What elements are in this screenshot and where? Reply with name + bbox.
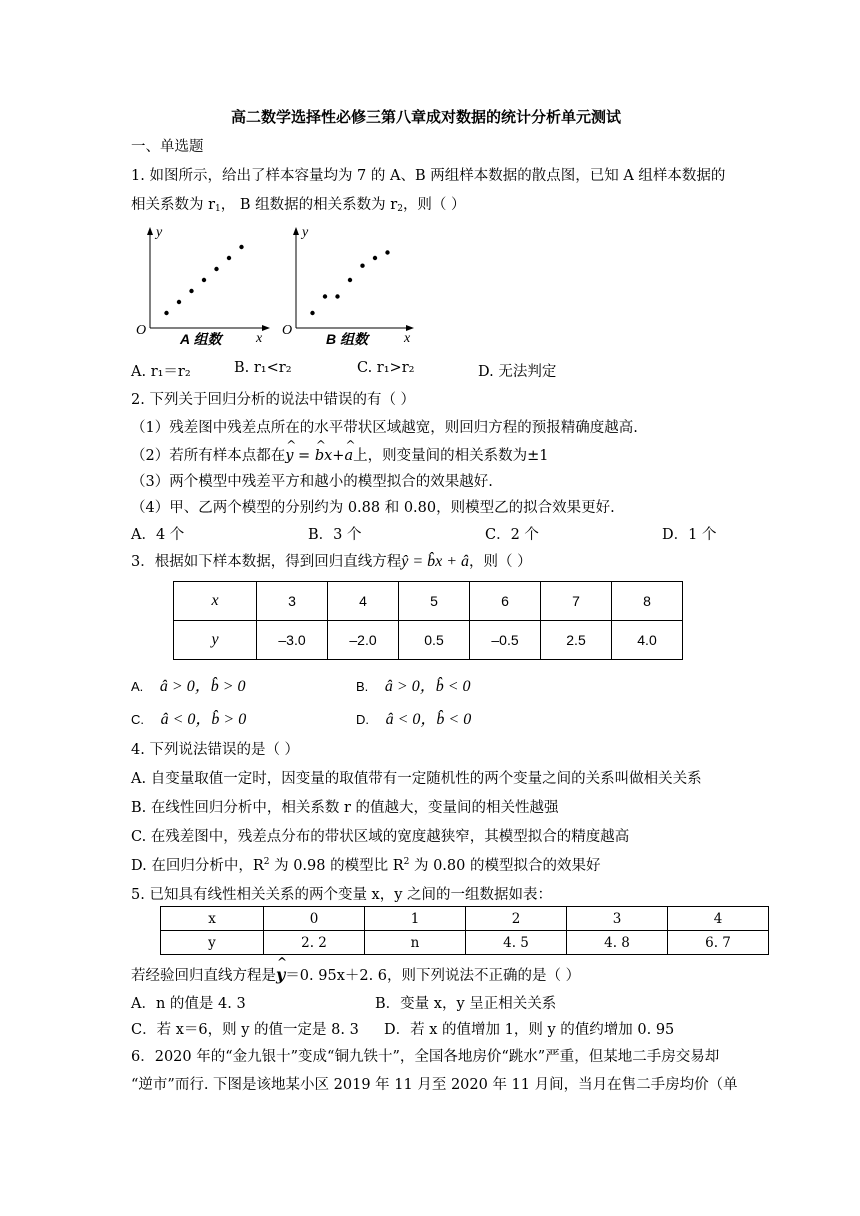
plot-b-caption: B 组数 [326,331,368,347]
q3-x-cell: 8 [612,582,683,621]
q3-option-c[interactable]: C. â < 0，b̂ > 0 [131,711,247,728]
q3-x-cell: 5 [399,582,470,621]
q3-option-a[interactable]: A. â > 0，b̂ > 0 [131,678,246,695]
q3-option-b[interactable]: B. â > 0，b̂ < 0 [356,678,471,695]
q4-option-a[interactable]: A. 自变量取值一定时，因变量的取值带有一定随机性的两个变量之间的关系叫做相关关系 [131,771,702,787]
plot-b-point [360,264,364,268]
q4-stem: 4. 下列说法错误的是（ ） [131,742,300,758]
q5-option-b[interactable]: B．变量 x，y 呈正相关关系 [375,996,557,1012]
q3-y-cell: 4.0 [612,621,683,660]
plot-a-point [164,311,168,315]
q2-option-b[interactable]: B．3 个 [308,527,362,543]
q5-y-cell: 2. 2 [264,931,365,955]
q2-statement-3: （3）两个模型中残差平方和越小的模型拟合的效果越好. [131,474,493,490]
q3-y-cell: 2.5 [541,621,612,660]
q3-row-y-label: y [174,621,257,660]
plot-a-point [202,278,206,282]
q1-line2: 相关系数为 $r_1$， B 组数据的相关系数为 $r_2$，则（ ） [131,197,466,214]
plot-b-point [335,294,339,298]
plot-a-x-label: x [256,331,263,346]
q1-option-b[interactable]: B. r₁<r₂ [234,360,292,376]
q6-line1: 6．2020 年的“金九银十”变成“铜九铁十”，全国各地房价“跳水”严重，但某地二手房交易却 [131,1049,720,1065]
plot-a-y-label: y [156,225,163,240]
table-row [161,931,769,955]
q5-row-y-label: y [161,931,264,955]
section-heading: 一、单选题 [131,139,204,155]
table-row [174,621,683,660]
plot-a-points [164,245,243,315]
q1-scatter-plots [128,222,428,352]
plot-b-origin: O [282,323,293,338]
q3-row-x-label: x [174,582,257,621]
q6-line2: “逆市”而行. 下图是该地某小区 2019 年 11 月至 2020 年 11 月间，当月在售二手房均价（单 [131,1077,738,1093]
q3-y-cell: –0.5 [470,621,541,660]
plot-a-point [189,289,193,293]
plot-b-point [323,294,327,298]
plot-b [282,225,414,347]
q3-y-cell: 0.5 [399,621,470,660]
q3-y-cell: –2.0 [328,621,399,660]
q5-option-d[interactable]: D．若 x 的值增加 1，则 y 的值约增加 0. 95 [384,1022,675,1038]
q5-condition: 若经验回归直线方程是^ y＝0. 95x＋2. 6，则下列说法不正确的是（ ） [131,964,580,985]
q5-x-cell: 1 [365,907,466,931]
q2-statement-2: （2）若所有样本点都在^ y = ^ bx+^ a上，则变量间的相关系数为±1 [131,444,548,465]
q3-x-cell: 7 [541,582,612,621]
exam-title: 高二数学选择性必修三第八章成对数据的统计分析单元测试 [231,108,622,126]
q1-line1: 1. 如图所示，给出了样本容量均为 7 的 A、B 两组样本数据的散点图，已知 A 组样本数据的 [131,168,726,184]
q5-y-cell: 4. 5 [466,931,567,955]
q2-statement-1: （1）残差图中残差点所在的水平带状区域越宽，则回归方程的预报精确度越高. [131,420,638,436]
q5-y-cell: 4. 8 [567,931,668,955]
plot-b-y-label: y [302,225,309,240]
plot-b-point [310,311,314,315]
plot-b-y-arrow [293,227,299,235]
plot-a-origin: O [136,323,147,338]
plot-a-point [239,245,243,249]
q2-statement-4: （4）甲、乙两个模型的分别约为 0.88 和 0.80，则模型乙的拟合效果更好. [131,500,615,516]
plot-b-point [385,250,389,254]
plot-b-point [348,278,352,282]
q1-option-c[interactable]: C. r₁>r₂ [357,360,415,376]
q2-stem: 2. 下列关于回归分析的说法中错误的有（ ） [131,392,416,408]
plot-b-point [373,256,377,260]
q5-x-cell: 0 [264,907,365,931]
q3-x-cell: 4 [328,582,399,621]
plot-b-points [310,250,389,315]
q5-stem: 5. 已知具有线性相关关系的两个变量 x，y 之间的一组数据如表： [131,887,553,903]
plot-a-point [177,300,181,304]
q5-option-a[interactable]: A．n 的值是 4. 3 [131,996,246,1012]
q2-option-a[interactable]: A．4 个 [131,527,185,543]
q5-x-cell: 2 [466,907,567,931]
q5-x-cell: 4 [668,907,769,931]
q4-option-c[interactable]: C. 在残差图中，残差点分布的带状区域的宽度越狭窄，其模型拟合的精度越高 [131,829,630,845]
q5-data-table [160,906,769,955]
q5-x-cell: 3 [567,907,668,931]
plot-a-y-arrow [147,227,153,235]
plot-b-x-label: x [404,331,411,346]
q3-stem: 3．根据如下样本数据，得到回归直线方程ŷ = b̂x + â，则（ ） [131,553,532,570]
q5-row-x-label: x [161,907,264,931]
q5-option-c[interactable]: C．若 x＝6，则 y 的值一定是 8. 3 [131,1022,359,1038]
q3-x-cell: 3 [257,582,328,621]
q5-y-cell: n [365,931,466,955]
plot-a-point [214,267,218,271]
q3-option-d[interactable]: D. â < 0，b̂ < 0 [356,711,472,728]
q4-option-d[interactable]: D. 在回归分析中，$R^2$ 为 0.98 的模型比 $R^2$ 为 0.80 的模型拟合的效果好 [131,857,601,874]
q1-option-a[interactable]: A. r₁＝r₂ [131,364,191,380]
plot-a-point [227,256,231,260]
table-row [174,582,683,621]
q3-data-table [173,581,683,660]
q2-option-d[interactable]: D．1 个 [662,527,717,543]
plot-a [136,225,270,347]
q1-option-d[interactable]: D. 无法判定 [478,364,557,380]
plot-a-caption: A 组数 [180,331,222,347]
q3-y-cell: –3.0 [257,621,328,660]
table-row [161,907,769,931]
q4-option-b[interactable]: B. 在线性回归分析中，相关系数 r 的值越大，变量间的相关性越强 [131,800,559,816]
q5-y-cell: 6. 7 [668,931,769,955]
q2-option-c[interactable]: C．2 个 [485,527,539,543]
q3-x-cell: 6 [470,582,541,621]
plot-a-x-arrow [262,325,270,331]
